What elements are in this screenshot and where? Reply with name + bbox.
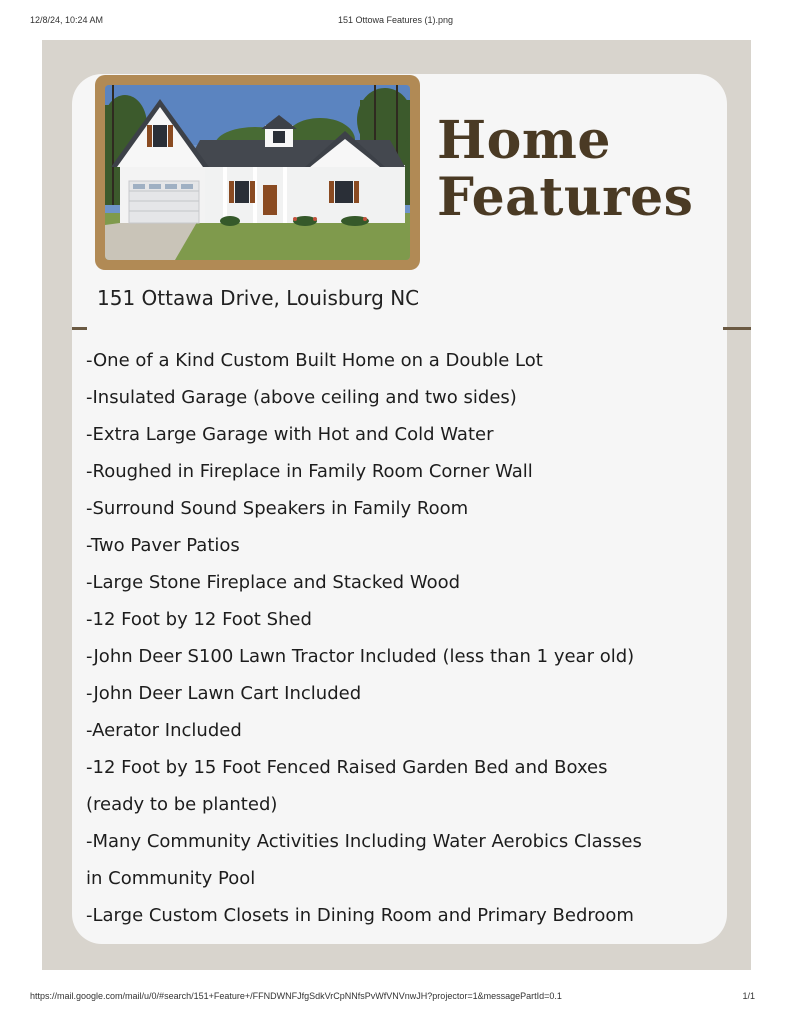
feature-item: -Surround Sound Speakers in Family Room — [86, 498, 469, 519]
print-footer — [0, 991, 791, 1005]
title-line-1: Home — [437, 110, 611, 171]
print-header — [0, 15, 791, 29]
feature-item-continued: in Community Pool — [86, 868, 256, 889]
feature-item: -Many Community Activities Including Water Aerobics Classes — [86, 831, 642, 852]
feature-item: -Large Custom Closets in Dining Room and Primary Bedroom — [86, 905, 634, 926]
feature-item: -John Deer Lawn Cart Included — [86, 683, 362, 704]
feature-item: -Extra Large Garage with Hot and Cold Water — [86, 424, 494, 445]
feature-item: -Roughed in Fireplace in Family Room Corner Wall — [86, 461, 533, 482]
title-line-2: Features — [437, 167, 694, 228]
print-filename: 151 Ottowa Features (1).png — [337, 15, 454, 25]
feature-item: -Insulated Garage (above ceiling and two sides) — [86, 387, 517, 408]
divider-right — [723, 327, 751, 330]
property-address: 151 Ottawa Drive, Louisburg NC — [97, 286, 420, 310]
print-url: https://mail.google.com/mail/u/0/#search/151+Feature+/FFNDWNFJfgSdkVrCpNNfsPvWfVNVnwJH?projector=1&messagePartId=0.1 — [30, 991, 562, 1001]
house-photo-frame — [95, 75, 420, 270]
divider-left — [72, 327, 87, 330]
feature-item-continued: (ready to be planted) — [86, 794, 278, 815]
feature-item: -One of a Kind Custom Built Home on a Double Lot — [86, 350, 543, 371]
feature-item: -12 Foot by 12 Foot Shed — [86, 609, 312, 630]
print-page-number: 1/1 — [742, 991, 755, 1001]
feature-item: -12 Foot by 15 Foot Fenced Raised Garden Bed and Boxes — [86, 757, 608, 778]
page-title — [437, 112, 693, 226]
feature-item: -John Deer S100 Lawn Tractor Included (less than 1 year old) — [86, 646, 635, 667]
house-photo — [105, 85, 410, 260]
feature-item: -Large Stone Fireplace and Stacked Wood — [86, 572, 461, 593]
feature-item: -Two Paver Patios — [86, 535, 240, 556]
feature-list — [86, 342, 642, 934]
feature-item: -Aerator Included — [86, 720, 242, 741]
print-datetime: 12/8/24, 10:24 AM — [30, 15, 104, 25]
